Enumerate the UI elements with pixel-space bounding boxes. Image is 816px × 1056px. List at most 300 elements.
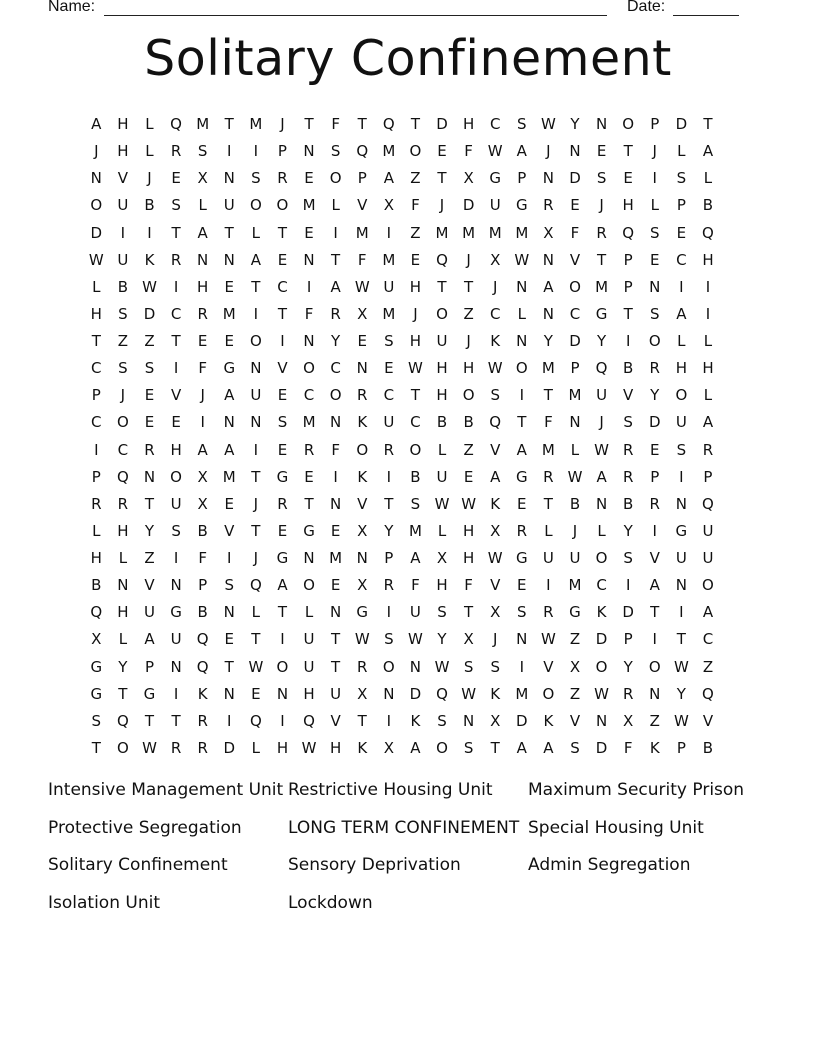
- grid-letter: W: [673, 711, 689, 730]
- grid-letter: N: [250, 413, 262, 432]
- grid-letter: W: [487, 142, 503, 161]
- grid-letter: H: [675, 359, 687, 378]
- grid-letter: L: [251, 223, 261, 242]
- grid-letter: A: [410, 738, 421, 757]
- grid-letter: N: [330, 494, 342, 513]
- grid-letter: F: [464, 142, 473, 161]
- grid-row: [83, 195, 721, 222]
- grid-letter: N: [675, 494, 687, 513]
- grid-letter: I: [173, 359, 179, 378]
- grid-letter: E: [676, 223, 687, 242]
- grid-letter: R: [622, 684, 634, 703]
- grid-letter: Z: [569, 684, 581, 703]
- grid-letter: K: [357, 413, 368, 432]
- grid-letter: B: [463, 413, 474, 432]
- grid-letter: X: [490, 711, 501, 730]
- grid-letter: V: [543, 657, 554, 676]
- grid-letter: B: [702, 196, 714, 215]
- name-label: Name:: [48, 0, 96, 15]
- grid-letter: I: [519, 386, 525, 405]
- grid-letter: G: [569, 603, 581, 622]
- grid-letter: P: [623, 277, 633, 296]
- grid-letter: Y: [118, 657, 128, 676]
- grid-letter: S: [650, 304, 660, 323]
- grid-letter: E: [517, 494, 527, 513]
- grid-letter: T: [224, 115, 234, 133]
- grid-letter: T: [517, 413, 527, 432]
- grid-letter: O: [462, 386, 475, 405]
- grid-row: [83, 385, 721, 412]
- grid-row: [83, 738, 721, 765]
- grid-letter: N: [516, 277, 528, 296]
- grid-letter: R: [91, 494, 102, 513]
- grid-letter: X: [197, 494, 208, 513]
- grid-letter: A: [91, 115, 102, 133]
- grid-letter: Q: [436, 684, 448, 703]
- grid-letter: I: [94, 440, 99, 459]
- grid-letter: X: [357, 521, 368, 540]
- grid-letter: I: [386, 603, 392, 622]
- grid-letter: U: [702, 521, 714, 540]
- grid-letter: C: [489, 115, 501, 133]
- grid-letter: O: [356, 440, 369, 459]
- grid-letter: U: [383, 277, 395, 296]
- grid-letter: W: [354, 277, 370, 296]
- grid-letter: H: [170, 440, 182, 459]
- grid-letter: S: [224, 576, 235, 595]
- grid-letter: T: [144, 494, 155, 513]
- grid-letter: E: [304, 223, 314, 242]
- grid-letter: A: [383, 169, 394, 188]
- grid-letter: R: [543, 467, 554, 486]
- grid-letter: N: [649, 277, 661, 296]
- grid-letter: I: [625, 576, 631, 595]
- grid-letter: L: [677, 142, 686, 161]
- grid-letter: C: [410, 413, 421, 432]
- grid-letter: B: [623, 359, 634, 378]
- grid-letter: F: [570, 223, 580, 242]
- grid-letter: Q: [702, 494, 714, 513]
- grid-letter: G: [595, 304, 608, 323]
- grid-letter: T: [596, 250, 607, 269]
- grid-letter: U: [675, 413, 687, 432]
- grid-row: [83, 440, 721, 467]
- grid-letter: E: [596, 142, 607, 161]
- grid-row: [83, 168, 721, 195]
- grid-letter: C: [277, 277, 288, 296]
- grid-letter: I: [173, 684, 179, 703]
- grid-letter: D: [462, 196, 475, 215]
- grid-letter: K: [543, 711, 554, 730]
- grid-letter: T: [277, 223, 288, 242]
- grid-letter: R: [702, 440, 714, 459]
- grid-row: [83, 629, 721, 656]
- grid-letter: I: [306, 277, 312, 296]
- grid-letter: Q: [595, 359, 608, 378]
- grid-letter: B: [197, 603, 208, 622]
- grid-letter: R: [197, 304, 208, 323]
- grid-letter: R: [197, 711, 208, 730]
- grid-letter: Q: [170, 115, 182, 133]
- grid-letter: S: [118, 359, 128, 378]
- grid-letter: R: [543, 196, 554, 215]
- grid-letter: N: [223, 603, 235, 622]
- grid-letter: V: [569, 250, 581, 269]
- grid-letter: M: [382, 304, 396, 323]
- grid-letter: X: [463, 630, 474, 649]
- grid-letter: N: [356, 549, 368, 567]
- grid-letter: M: [196, 115, 210, 133]
- grid-letter: B: [410, 467, 421, 486]
- grid-letter: W: [673, 657, 689, 676]
- grid-letter: H: [462, 549, 475, 567]
- grid-letter: K: [410, 711, 421, 730]
- grid-letter: I: [679, 603, 684, 622]
- grid-letter: T: [464, 603, 474, 622]
- grid-letter: O: [595, 549, 608, 567]
- grid-letter: Q: [249, 711, 262, 730]
- grid-letter: V: [623, 386, 634, 405]
- grid-letter: E: [224, 494, 234, 513]
- grid-letter: D: [648, 413, 661, 432]
- grid-letter: J: [492, 277, 498, 296]
- grid-letter: A: [277, 576, 288, 595]
- grid-letter: Z: [463, 304, 474, 323]
- grid-letter: V: [277, 359, 288, 378]
- grid-letter: S: [437, 711, 447, 730]
- grid-letter: N: [675, 576, 687, 595]
- grid-letter: C: [91, 413, 102, 432]
- grid-letter: I: [546, 576, 551, 595]
- grid-letter: X: [543, 223, 554, 242]
- grid-letter: G: [276, 549, 289, 567]
- grid-letter: E: [463, 467, 474, 486]
- grid-letter: H: [436, 386, 448, 405]
- grid-letter: T: [331, 657, 341, 676]
- grid-letter: F: [198, 359, 207, 378]
- grid-letter: S: [570, 738, 580, 757]
- grid-letter: S: [118, 304, 128, 323]
- grid-letter: S: [384, 332, 394, 350]
- grid-letter: W: [461, 494, 477, 513]
- grid-letter: I: [173, 549, 179, 567]
- grid-letter: O: [303, 576, 315, 595]
- grid-letter: H: [436, 576, 448, 595]
- grid-letter: T: [171, 711, 181, 730]
- grid-letter: Z: [144, 549, 155, 567]
- grid-letter: L: [703, 332, 713, 350]
- grid-letter: W: [88, 250, 104, 269]
- grid-letter: V: [357, 494, 368, 513]
- grid-letter: W: [487, 549, 503, 567]
- grid-letter: I: [200, 413, 205, 432]
- grid-letter: H: [197, 277, 209, 296]
- grid-letter: I: [519, 657, 525, 676]
- grid-letter: U: [170, 494, 182, 513]
- grid-letter: E: [357, 332, 367, 350]
- grid-letter: P: [517, 169, 527, 188]
- grid-letter: W: [142, 738, 157, 757]
- grid-letter: U: [569, 549, 581, 567]
- grid-letter: N: [223, 169, 235, 188]
- grid-letter: L: [92, 521, 101, 540]
- grid-letter: J: [546, 142, 551, 161]
- grid-letter: N: [569, 142, 581, 161]
- grid-letter: N: [516, 332, 528, 350]
- grid-letter: B: [117, 277, 129, 296]
- grid-letter: N: [356, 359, 368, 378]
- grid-letter: N: [383, 684, 395, 703]
- grid-letter: J: [147, 169, 152, 188]
- grid-letter: H: [462, 359, 475, 378]
- grid-letter: A: [490, 467, 501, 486]
- grid-letter: Z: [410, 169, 421, 188]
- page-title: Solitary Confinement: [144, 30, 672, 87]
- grid-letter: P: [676, 196, 686, 215]
- date-label: Date:: [627, 0, 666, 15]
- grid-letter: F: [357, 250, 367, 269]
- grid-letter: A: [197, 223, 208, 242]
- grid-letter: O: [116, 738, 129, 757]
- grid-letter: R: [197, 738, 208, 757]
- grid-letter: O: [515, 359, 528, 378]
- grid-letter: D: [516, 711, 528, 730]
- grid-letter: U: [250, 386, 262, 405]
- grid-letter: U: [436, 332, 448, 350]
- grid-letter: P: [650, 115, 660, 133]
- grid-letter: E: [304, 169, 314, 188]
- grid-letter: Z: [144, 332, 155, 350]
- grid-letter: O: [409, 142, 422, 161]
- grid-letter: R: [622, 440, 634, 459]
- grid-letter: O: [276, 196, 289, 215]
- grid-letter: N: [143, 467, 156, 486]
- grid-letter: A: [543, 277, 554, 296]
- grid-letter: G: [143, 684, 156, 703]
- grid-letter: S: [517, 115, 527, 133]
- grid-letter: O: [329, 169, 342, 188]
- grid-letter: V: [490, 576, 501, 595]
- word-list-item: LONG TERM CONFINEMENT: [288, 818, 520, 838]
- grid-letter: L: [145, 142, 154, 161]
- grid-letter: I: [227, 711, 232, 730]
- grid-row: [83, 521, 721, 548]
- grid-letter: S: [463, 738, 474, 757]
- grid-letter: S: [623, 549, 633, 567]
- grid-letter: G: [223, 359, 236, 378]
- grid-letter: P: [570, 359, 580, 378]
- grid-letter: H: [117, 521, 129, 540]
- grid-letter: N: [595, 711, 608, 730]
- grid-letter: D: [569, 332, 581, 350]
- grid-letter: W: [540, 115, 556, 133]
- grid-letter: H: [117, 142, 129, 161]
- grid-letter: W: [434, 657, 450, 676]
- grid-letter: L: [703, 169, 713, 188]
- grid-letter: M: [541, 359, 555, 378]
- grid-letter: S: [91, 711, 102, 730]
- grid-letter: V: [117, 169, 129, 188]
- grid-letter: U: [303, 657, 315, 676]
- grid-letter: U: [383, 413, 395, 432]
- grid-row: [83, 494, 721, 521]
- grid-letter: B: [436, 413, 448, 432]
- grid-letter: T: [623, 142, 633, 161]
- grid-letter: D: [569, 169, 581, 188]
- grid-letter: D: [436, 115, 448, 133]
- grid-letter: A: [410, 549, 421, 567]
- grid-letter: M: [595, 277, 609, 296]
- grid-letter: R: [277, 494, 288, 513]
- grid-letter: S: [144, 359, 155, 378]
- grid-letter: S: [596, 169, 607, 188]
- grid-letter: G: [515, 196, 528, 215]
- grid-letter: A: [543, 738, 554, 757]
- grid-letter: U: [223, 196, 235, 215]
- grid-letter: R: [117, 494, 129, 513]
- grid-letter: I: [386, 467, 392, 486]
- grid-letter: F: [198, 549, 207, 567]
- grid-row: [83, 358, 721, 385]
- grid-letter: S: [676, 169, 687, 188]
- grid-letter: H: [702, 250, 714, 269]
- grid-letter: M: [302, 413, 316, 432]
- grid-letter: U: [117, 250, 129, 269]
- grid-letter: L: [544, 521, 553, 540]
- grid-row: [83, 412, 721, 439]
- word-list-item: Restrictive Housing Unit: [288, 780, 493, 800]
- grid-letter: T: [410, 386, 420, 405]
- grid-letter: R: [596, 223, 607, 242]
- grid-letter: Y: [437, 630, 447, 649]
- grid-letter: H: [462, 115, 475, 133]
- grid-letter: L: [118, 630, 128, 649]
- grid-letter: Z: [649, 711, 660, 730]
- grid-letter: Y: [543, 332, 553, 350]
- grid-letter: X: [490, 603, 501, 622]
- grid-letter: I: [333, 467, 338, 486]
- grid-letter: R: [357, 657, 368, 676]
- grid-letter: V: [144, 576, 155, 595]
- grid-letter: U: [117, 196, 129, 215]
- grid-letter: J: [280, 115, 285, 133]
- grid-letter: C: [330, 359, 341, 378]
- grid-letter: M: [329, 549, 343, 567]
- grid-letter: M: [408, 521, 422, 540]
- grid-letter: J: [492, 630, 498, 649]
- grid-letter: I: [147, 223, 152, 242]
- grid-letter: P: [676, 738, 686, 757]
- grid-letter: F: [411, 196, 420, 215]
- grid-letter: R: [649, 494, 660, 513]
- grid-letter: U: [303, 630, 315, 649]
- grid-letter: J: [413, 304, 418, 323]
- header: [48, 0, 748, 20]
- grid-letter: P: [357, 169, 367, 188]
- grid-letter: Q: [382, 115, 395, 133]
- grid-letter: U: [409, 603, 421, 622]
- grid-letter: L: [198, 196, 207, 215]
- grid-letter: M: [222, 304, 236, 323]
- grid-letter: N: [303, 549, 315, 567]
- grid-letter: E: [410, 250, 421, 269]
- grid-letter: U: [330, 684, 342, 703]
- grid-letter: S: [650, 223, 660, 242]
- grid-letter: L: [570, 440, 580, 459]
- grid-letter: E: [171, 169, 181, 188]
- grid-letter: D: [143, 304, 156, 323]
- grid-letter: X: [91, 630, 102, 649]
- grid-letter: Q: [249, 576, 262, 595]
- word-list-item: Sensory Deprivation: [288, 855, 461, 875]
- date-blank-line: [673, 15, 739, 16]
- grid-letter: A: [250, 250, 261, 269]
- grid-letter: Q: [196, 657, 209, 676]
- grid-letter: J: [652, 142, 657, 161]
- grid-letter: O: [249, 196, 262, 215]
- grid-letter: R: [303, 440, 315, 459]
- grid-letter: O: [382, 657, 395, 676]
- grid-letter: I: [386, 223, 392, 242]
- grid-letter: Q: [356, 142, 369, 161]
- grid-letter: U: [702, 549, 714, 567]
- grid-letter: S: [437, 603, 447, 622]
- grid-letter: Q: [116, 711, 129, 730]
- grid-letter: Y: [144, 521, 155, 540]
- grid-letter: R: [357, 386, 368, 405]
- grid-letter: N: [569, 413, 581, 432]
- grid-letter: W: [461, 684, 477, 703]
- grid-letter: F: [464, 576, 473, 595]
- grid-letter: S: [330, 142, 341, 161]
- grid-letter: B: [197, 521, 208, 540]
- grid-letter: E: [277, 250, 288, 269]
- grid-letter: S: [463, 657, 474, 676]
- grid-letter: I: [386, 711, 392, 730]
- grid-letter: L: [517, 304, 526, 323]
- grid-letter: J: [439, 196, 445, 215]
- grid-letter: U: [436, 467, 448, 486]
- grid-letter: N: [303, 332, 315, 350]
- grid-letter: G: [515, 549, 528, 567]
- grid-letter: R: [516, 521, 528, 540]
- grid-letter: Z: [463, 440, 474, 459]
- grid-letter: A: [516, 142, 527, 161]
- grid-letter: T: [251, 467, 261, 486]
- grid-letter: T: [171, 223, 181, 242]
- grid-letter: A: [702, 142, 714, 161]
- grid-letter: E: [384, 359, 394, 378]
- grid-letter: K: [357, 738, 368, 757]
- grid-letter: X: [357, 684, 368, 703]
- grid-letter: I: [280, 711, 285, 730]
- grid-letter: C: [676, 250, 687, 269]
- grid-letter: C: [117, 440, 129, 459]
- grid-letter: J: [200, 386, 205, 405]
- grid-letter: X: [490, 250, 501, 269]
- grid-letter: V: [569, 711, 581, 730]
- grid-letter: T: [384, 494, 394, 513]
- grid-letter: E: [650, 250, 660, 269]
- grid-row: [83, 331, 721, 358]
- grid-letter: P: [623, 250, 633, 269]
- grid-letter: O: [249, 332, 262, 350]
- grid-letter: T: [251, 277, 261, 296]
- grid-row: [83, 114, 721, 141]
- word-list-item: Solitary Confinement: [48, 855, 228, 875]
- word-list-item: Protective Segregation: [48, 818, 242, 838]
- grid-letter: W: [408, 630, 423, 649]
